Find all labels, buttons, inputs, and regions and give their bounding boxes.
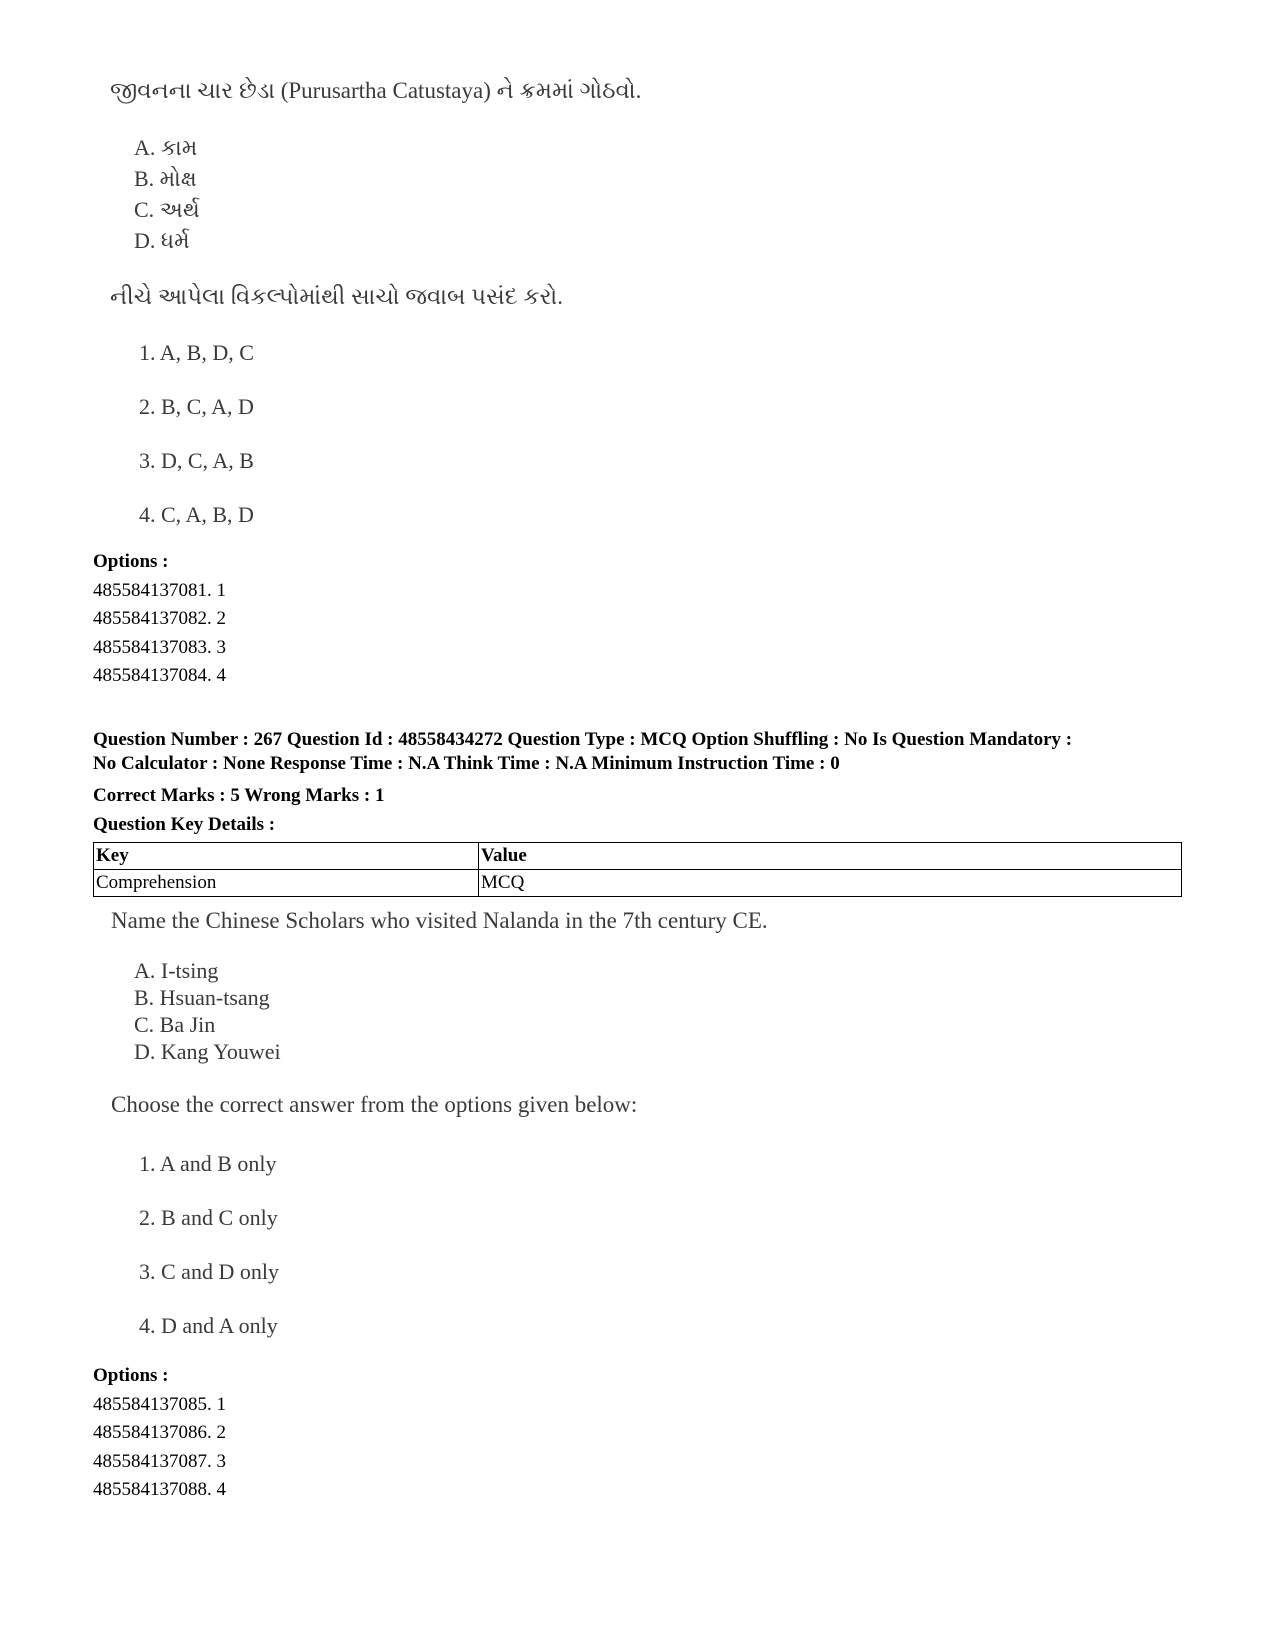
key-table-header-key: Key — [94, 843, 479, 870]
q267-statement-c: C. Ba Jin — [134, 1012, 216, 1037]
q266-instruction: નીચે આપેલા વિકલ્પોમાંથી સાચો જવાબ પસંદ કરો. — [110, 284, 563, 309]
q267-statement-b: B. Hsuan-tsang — [134, 985, 270, 1010]
q266-choice-1: 1. A, B, D, C — [139, 340, 254, 365]
q266-choice-4: 4. C, A, B, D — [139, 502, 254, 527]
q267-option-2: 485584137086. 2 — [93, 1422, 226, 1443]
q266-stem: જીવનના ચાર છેડા (Purusartha Catustaya) ને ક્રમમાં ગોઠવો. — [110, 78, 642, 103]
q267-choice-list — [139, 1137, 279, 1353]
key-table-row — [94, 870, 1182, 897]
q267-choice-3: 3. C and D only — [139, 1259, 279, 1284]
q267-option-4: 485584137088. 4 — [93, 1479, 226, 1500]
q267-stem: Name the Chinese Scholars who visited Nalanda in the 7th century CE. — [111, 908, 768, 933]
q266-option-2: 485584137082. 2 — [93, 608, 226, 629]
q267-statement-d: D. Kang Youwei — [134, 1039, 281, 1064]
q267-options-label: Options : — [93, 1365, 169, 1386]
q267-statement-list — [134, 957, 281, 1065]
key-table-cell-value: MCQ — [479, 870, 1182, 897]
q266-option-1: 485584137081. 1 — [93, 579, 226, 601]
q267-option-3: 485584137087. 3 — [93, 1450, 226, 1472]
q266-options-label: Options : — [93, 551, 169, 572]
q267-instruction: Choose the correct answer from the options given below: — [111, 1092, 638, 1117]
q267-choice-1: 1. A and B only — [139, 1151, 277, 1176]
key-table-header-row — [94, 843, 1182, 870]
q267-key-table — [93, 842, 1182, 897]
q267-option-1: 485584137085. 1 — [93, 1393, 226, 1415]
q266-options-block — [93, 548, 226, 691]
q267-meta-line2: No Calculator : None Response Time : N.A Think Time : N.A Minimum Instruction Time : 0 — [93, 753, 840, 774]
q266-option-3: 485584137083. 3 — [93, 636, 226, 658]
q266-statement-list — [134, 132, 200, 256]
q267-marks: Correct Marks : 5 Wrong Marks : 1 — [93, 785, 385, 806]
q267-choice-2: 2. B and C only — [139, 1205, 278, 1230]
q266-statement-b: B. મોક્ષ — [134, 166, 197, 191]
q266-choice-list — [139, 326, 254, 542]
q267-meta-line1: Question Number : 267 Question Id : 48558434272 Question Type : MCQ Option Shuffling : No Is Question Mandatory : — [93, 729, 1073, 750]
q267-meta — [93, 728, 1193, 776]
q267-options-block — [93, 1362, 226, 1505]
key-table-header-value: Value — [479, 843, 1182, 870]
q267-key-details-label: Question Key Details : — [93, 814, 276, 835]
q266-statement-a: A. કામ — [134, 135, 198, 160]
q267-statement-a: A. I-tsing — [134, 958, 219, 983]
q267-choice-4: 4. D and A only — [139, 1313, 278, 1338]
q266-statement-c: C. અર્થ — [134, 197, 200, 222]
q266-choice-3: 3. D, C, A, B — [139, 448, 254, 473]
key-table-cell-key: Comprehension — [94, 870, 479, 897]
q266-statement-d: D. ધર્મ — [134, 228, 190, 253]
q266-option-4: 485584137084. 4 — [93, 665, 226, 686]
q266-choice-2: 2. B, C, A, D — [139, 394, 254, 419]
